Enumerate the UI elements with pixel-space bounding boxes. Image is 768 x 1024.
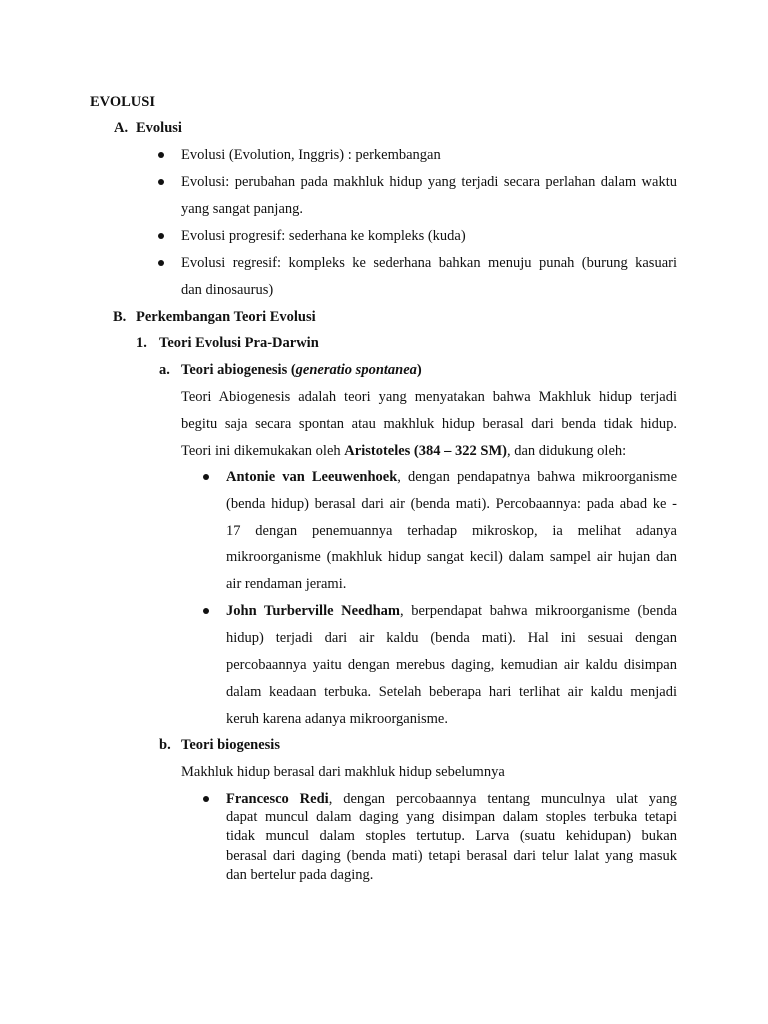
section-b-marker: B. [113, 309, 127, 325]
list-item-line: hidup) terjadi dari air kaldu (benda mati). Hal ini sesuai dengan [226, 630, 677, 646]
bullet-dot [203, 796, 209, 802]
bullet-dot [158, 152, 164, 158]
list-item-line: dalam keadaan terbuka. Setelah beberapa hari terlihat air kaldu menjadi [226, 684, 677, 700]
list-item-line: (benda hidup) berasal dari air (benda mati). Percobaannya: pada abad ke - [226, 496, 677, 512]
list-item-line: tidak muncul dalam stoples tertutup. Larva (suatu kehidupan) bukan [226, 828, 677, 844]
list-item-line: dapat muncul dalam daging yang disimpan dalam stoples terbuka tetapi [226, 809, 677, 825]
bullet-dot [203, 474, 209, 480]
list-item-line: keruh karena adanya mikroorganisme. [226, 711, 448, 727]
list-item-line: percobaannya yaitu dengan merebus daging, kemudian air kaldu disimpan [226, 657, 677, 673]
subsection-b-title: Teori biogenesis [181, 737, 280, 753]
subsection-a-marker: a. [159, 362, 170, 378]
paragraph-line: Teori ini dikemukakan oleh Aristoteles (384 – 322 SM), dan didukung oleh: [181, 443, 627, 459]
list-item-line: dan bertelur pada daging. [226, 867, 374, 883]
document-title: EVOLUSI [90, 94, 155, 110]
list-item-line: yang sangat panjang. [181, 201, 304, 217]
section-1-title: Teori Evolusi Pra-Darwin [159, 335, 319, 351]
list-item: Evolusi progresif: sederhana ke kompleks (kuda) [181, 228, 466, 244]
section-1-marker: 1. [136, 335, 147, 351]
list-item-line: air rendaman jerami. [226, 576, 347, 592]
list-item-line: dan dinosaurus) [181, 282, 274, 298]
list-item-line: Antonie van Leeuwenhoek, dengan pendapatnya bahwa mikroorganisme [226, 469, 677, 485]
section-a-title: Evolusi [136, 120, 182, 136]
list-item-line: 17 dengan penemuannya terhadap mikroskop, ia melihat adanya [226, 523, 677, 539]
subsection-a-title: Teori abiogenesis (generatio spontanea) [181, 362, 422, 378]
list-item: Evolusi (Evolution, Inggris) : perkembangan [181, 147, 441, 163]
list-item-line: Evolusi: perubahan pada makhluk hidup yang terjadi secara perlahan dalam waktu [181, 174, 677, 190]
list-item-line: mikroorganisme (makhluk hidup sangat kecil) dalam sampel air hujan dan [226, 549, 677, 565]
bullet-dot [158, 260, 164, 266]
section-a-marker: A. [114, 120, 129, 136]
subsection-b-marker: b. [159, 737, 171, 753]
paragraph-line: Makhluk hidup berasal dari makhluk hidup sebelumnya [181, 764, 505, 780]
list-item-line: Francesco Redi, dengan percobaannya tentang munculnya ulat yang [226, 791, 677, 807]
list-item-line: berasal dari daging (benda mati) tetapi berasal dari telur lalat yang masuk [226, 848, 677, 864]
list-item-line: Evolusi regresif: kompleks ke sederhana bahkan menuju punah (burung kasuari [181, 255, 677, 271]
bullet-dot [203, 608, 209, 614]
paragraph-line: begitu saja secara spontan atau makhluk hidup berasal dari benda tidak hidup. [181, 416, 677, 432]
list-item-line: John Turberville Needham, berpendapat bahwa mikroorganisme (benda [226, 603, 678, 619]
bullet-dot [158, 233, 164, 239]
paragraph-line: Teori Abiogenesis adalah teori yang menyatakan bahwa Makhluk hidup terjadi [181, 389, 677, 405]
section-b-title: Perkembangan Teori Evolusi [136, 309, 316, 325]
bullet-dot [158, 179, 164, 185]
